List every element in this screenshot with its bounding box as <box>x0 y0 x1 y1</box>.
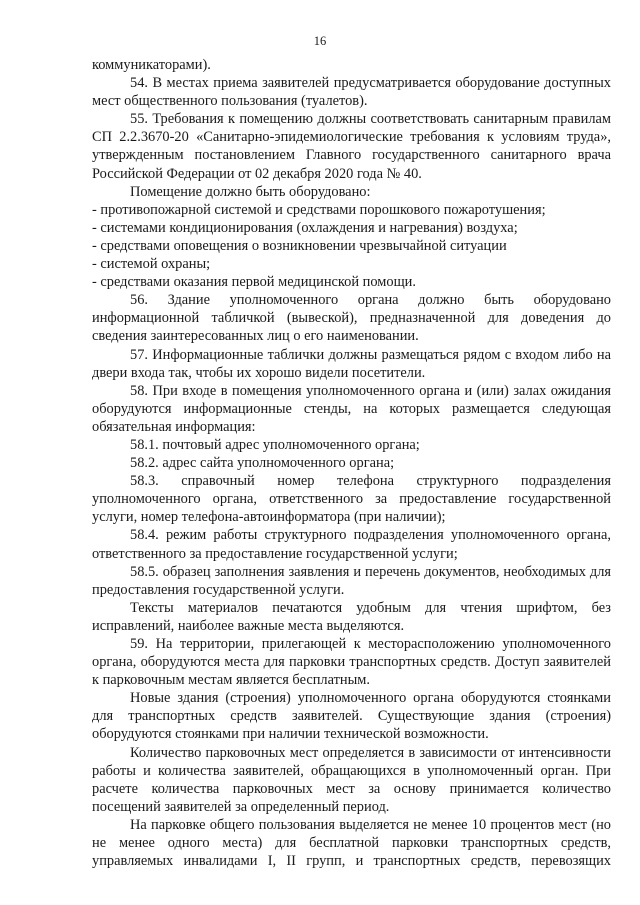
paragraph-equipment-intro: Помещение должно быть оборудовано: <box>130 183 371 200</box>
paragraph-parking-count: Количество парковочных мест определяется в зависимости от интенсивности работы и количества заявителей, обращающихся в уполномоченный орган. При расчете количества парковочных мест за основу принимается количество посещений заявителей за определенный период. <box>92 744 611 815</box>
paragraph-1: коммуникаторами). <box>92 57 211 73</box>
paragraph-disabled-parking: На парковке общего пользования выделяется не менее 10 процентов мест (но не менее одного места) для бесплатной парковки транспортных средств, управляемых инвалидами I, II групп, и транспортных средств, перевозящих <box>92 816 611 870</box>
page-number: 16 <box>313 34 327 48</box>
paragraph-58-1: 58.1. почтовый адрес уполномоченного органа; <box>130 436 420 453</box>
paragraph-58-4: 58.4. режим работы структурного подразделения уполномоченного органа, ответственного за предоставление государственной услуги; <box>92 527 611 562</box>
list-item-emergency-alert: - средствами оповещения о возникновении чрезвычайной ситуации <box>92 237 507 254</box>
paragraph-58: 58. При входе в помещения уполномоченного органа и (или) залах ожидания оборудуются информационные стенды, на которых размещается следующая обязательная информация: <box>92 382 611 435</box>
paragraph-texts-materials: Тексты материалов печатаются удобным для чтения шрифтом, без исправлений, наиболее важные места выделяются. <box>92 599 611 634</box>
paragraph-58-2: 58.2. адрес сайта уполномоченного органа; <box>130 455 395 472</box>
list-item-fire-system: - противопожарной системой и средствами порошкового пожаротушения; <box>92 201 546 218</box>
list-item-first-aid: - средствами оказания первой медицинской помощи. <box>92 274 416 291</box>
paragraph-54: 54. В местах приема заявителей предусматривается оборудование доступных мест общественного пользования (туалетов). <box>92 75 611 110</box>
paragraph-56: 56. Здание уполномоченного органа должно быть оборудовано информационной табличкой (вывеской), предназначенной для доведения до сведения заинтересованных лиц о его наименовании. <box>92 292 611 345</box>
list-item-security-system: - системой охраны; <box>92 256 211 273</box>
paragraph-59: 59. На территории, прилегающей к месторасположению уполномоченного органа, оборудуются места для парковки транспортных средств. Доступ заявителей к парковочным местам является бесплатным. <box>92 636 611 689</box>
paragraph-58-3: 58.3. справочный номер телефона структурного подразделения уполномоченного органа, ответственного за предоставление государственной услуги, номер телефона-автоинформатора (при наличии); <box>92 473 611 526</box>
paragraph-58-5: 58.5. образец заполнения заявления и перечень документов, необходимых для предоставления государственной услуги. <box>92 563 611 598</box>
paragraph-new-buildings: Новые здания (строения) уполномоченного органа оборудуются стоянками для транспортных средств заявителей. Существующие здания (строения) оборудуются стоянками при наличии технической возможности. <box>92 690 611 743</box>
paragraph-57: 57. Информационные таблички должны размещаться рядом с входом либо на двери входа так, чтобы их хорошо видели посетители. <box>92 346 611 381</box>
document-body <box>92 56 611 870</box>
list-item-air-conditioning: - системами кондиционирования (охлаждения и нагревания) воздуха; <box>92 219 518 236</box>
paragraph-55: 55. Требования к помещению должны соответствовать санитарным правилам СП 2.2.3670-20 «Санитарно-эпидемиологические требования к условиям труда», утвержденным постановлением Главного государственного санитарного врача Российской Федерации от 02 декабря 2020 года № 40. <box>92 111 611 182</box>
